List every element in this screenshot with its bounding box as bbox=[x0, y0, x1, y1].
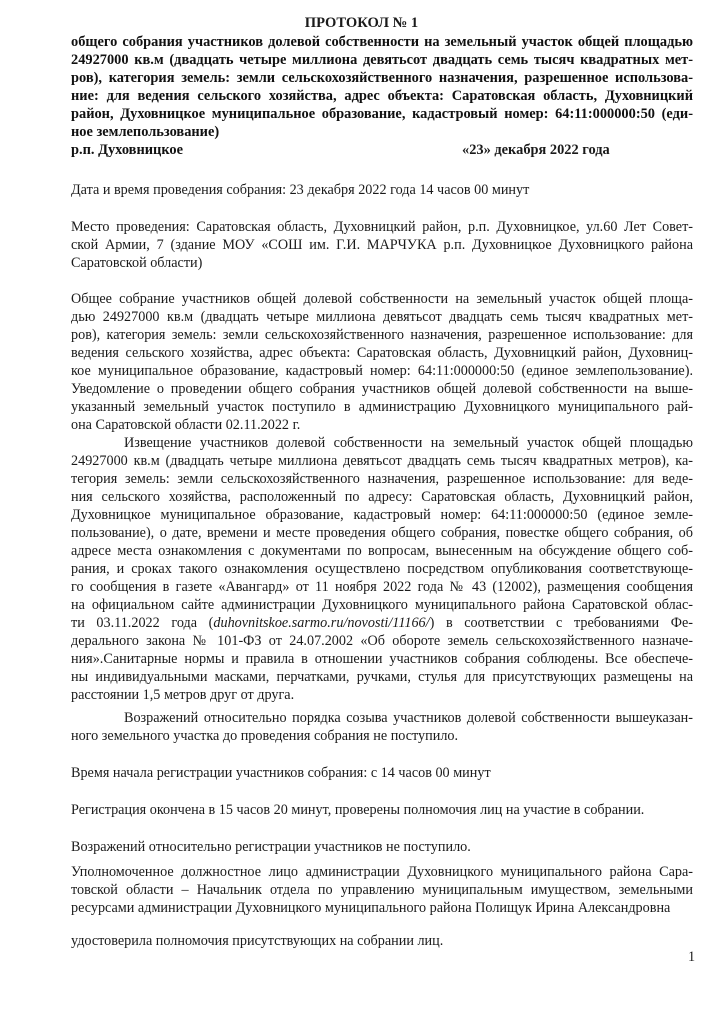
document-date: «23» декабря 2022 года bbox=[462, 142, 610, 158]
paragraph-line: Извещение участников долевой собственности на земельный участок общей площадью bbox=[124, 435, 693, 451]
subtitle-line: район, Духовницкое муниципальное образование, кадастровый номер: 64:11:000000:50 (еди- bbox=[71, 106, 693, 122]
link-suffix: ) в соответствии с требованиями Фе- bbox=[429, 615, 693, 631]
paragraph-line: дью 24927000 кв.м (двадцать четыре миллиона девятьсот двадцать семь тысяч квадратных мет- bbox=[71, 309, 693, 325]
paragraph-line: ны индивидуальными масками, перчатками, ручками, стулья для присутствующих размещены на bbox=[71, 669, 693, 685]
paragraph-line: пользование), о дате, времени и месте проведения общего собрания, повестке общего собрания, об bbox=[71, 525, 693, 541]
paragraph-line: кое муниципальное образование, кадастровый номер: 64:11:000000:50 (единое землепользование). bbox=[71, 363, 693, 379]
registration-end: Регистрация окончена в 15 часов 20 минут, проверены полномочия лиц на участие в собрании. bbox=[71, 802, 645, 818]
place-label: р.п. Духовницкое bbox=[71, 142, 183, 158]
paragraph-line-with-link bbox=[71, 614, 693, 632]
document-title: ПРОТОКОЛ № 1 bbox=[304, 15, 419, 31]
venue-line: Место проведения: Саратовская область, Духовницкий район, р.п. Духовницкое, ул.60 Лет Совет- bbox=[71, 219, 693, 235]
link-prefix: ти 03.11.2022 года ( bbox=[71, 615, 214, 631]
paragraph-line: Общее собрание участников общей долевой собственности на земельный участок общей площа- bbox=[71, 291, 693, 307]
paragraph-line: ведения сельского хозяйства, адрес объекта: Саратовская область, Духовницкий район, Духовниц- bbox=[71, 345, 693, 361]
paragraph-line: ров), категория земель: земли сельскохозяйственного назначения, разрешенное использование: для bbox=[71, 327, 693, 343]
subtitle-line: общего собрания участников долевой собственности на земельный участок общей площадью bbox=[71, 34, 693, 50]
paragraph-line: расстоянии 1,5 метров друг от друга. bbox=[71, 687, 295, 703]
paragraph-line: Возражений относительно порядка созыва участников долевой собственности вышеуказан- bbox=[124, 710, 693, 726]
paragraph-line: ния».Санитарные нормы и правила в отношении участников собрания соблюдены. Все обеспече- bbox=[71, 651, 693, 667]
objections-registration: Возражений относительно регистрации участников не поступило. bbox=[71, 839, 471, 855]
paragraph-line: тегория земель: земли сельскохозяйственного назначения, разрешенное использование: для веде- bbox=[71, 471, 693, 487]
paragraph-line: указанный земельный участок поступило в администрацию Духовницкого муниципального рай- bbox=[71, 399, 693, 415]
paragraph-line: ния сельского хозяйства, расположенный по адресу: Саратовская область, Духовницкий район, bbox=[71, 489, 693, 505]
website-link[interactable]: duhovnitskoe.sarmo.ru/novosti/11166/ bbox=[213, 615, 430, 631]
paragraph-line: адресе места ознакомления с документами по вопросам, вынесенным на обсуждение общего соб- bbox=[71, 543, 693, 559]
venue-line: ской Армии, 7 (здание МОУ «СОШ им. Г.И. МАРЧУКА р.п. Духовницкое Духовницкого района bbox=[71, 237, 693, 253]
paragraph-line: ного земельного участка до проведения собрания не поступило. bbox=[71, 728, 459, 744]
paragraph-line: ресурсами администрации Духовницкого муниципального района Полищук Ирина Александровна bbox=[71, 900, 671, 916]
subtitle-line: 24927000 кв.м (двадцать четыре миллиона девятьсот двадцать семь тысяч квадратных мет- bbox=[71, 52, 693, 68]
paragraph-line: го сообщения в газете «Авангард» от 11 ноября 2022 года № 43 (12002), размещения сообщения bbox=[71, 579, 693, 595]
registration-start: Время начала регистрации участников собрания: с 14 часов 00 минут bbox=[71, 765, 491, 781]
venue-line: Саратовской области) bbox=[71, 255, 203, 271]
paragraph-line: на официальном сайте администрации Духовницкого муниципального района Саратовской облас- bbox=[71, 597, 693, 613]
paragraph-line: Духовницкое муниципальное образование, кадастровый номер: 64:11:000000:50 (единое земле- bbox=[71, 507, 693, 523]
certified-statement: удостоверила полномочия присутствующих на собрании лиц. bbox=[71, 933, 444, 949]
subtitle-line: ние: для ведения сельского хозяйства, адрес объекта: Саратовская область, Духовницкий bbox=[71, 88, 693, 104]
subtitle-line: ное землепользование) bbox=[71, 124, 220, 140]
meeting-datetime: Дата и время проведения собрания: 23 декабря 2022 года 14 часов 00 минут bbox=[71, 182, 530, 198]
paragraph-line: рания, и сроках такого ознакомления осуществлено посредством опубликования соответствующе- bbox=[71, 561, 693, 577]
paragraph-line: дерального закона № 101-ФЗ от 24.07.2002 «Об обороте земель сельскохозяйственного назначе- bbox=[71, 633, 693, 649]
paragraph-line: Уведомление о проведении общего собрания участников общей долевой собственности на выше- bbox=[71, 381, 693, 397]
subtitle-line: ров), категория земель: земли сельскохозяйственного назначения, разрешенное использова- bbox=[71, 70, 693, 86]
paragraph-line: Уполномоченное должностное лицо администрации Духовницкого муниципального района Сара- bbox=[71, 864, 693, 880]
paragraph-line: 24927000 кв.м (двадцать четыре миллиона девятьсот двадцать семь тысяч квадратных метров), ка- bbox=[71, 453, 693, 469]
paragraph-line: товской области – Начальник отдела по управлению муниципальным имуществом, земельными bbox=[71, 882, 693, 898]
page-number: 1 bbox=[688, 949, 696, 965]
paragraph-line: она Саратовской области 02.11.2022 г. bbox=[71, 417, 301, 433]
